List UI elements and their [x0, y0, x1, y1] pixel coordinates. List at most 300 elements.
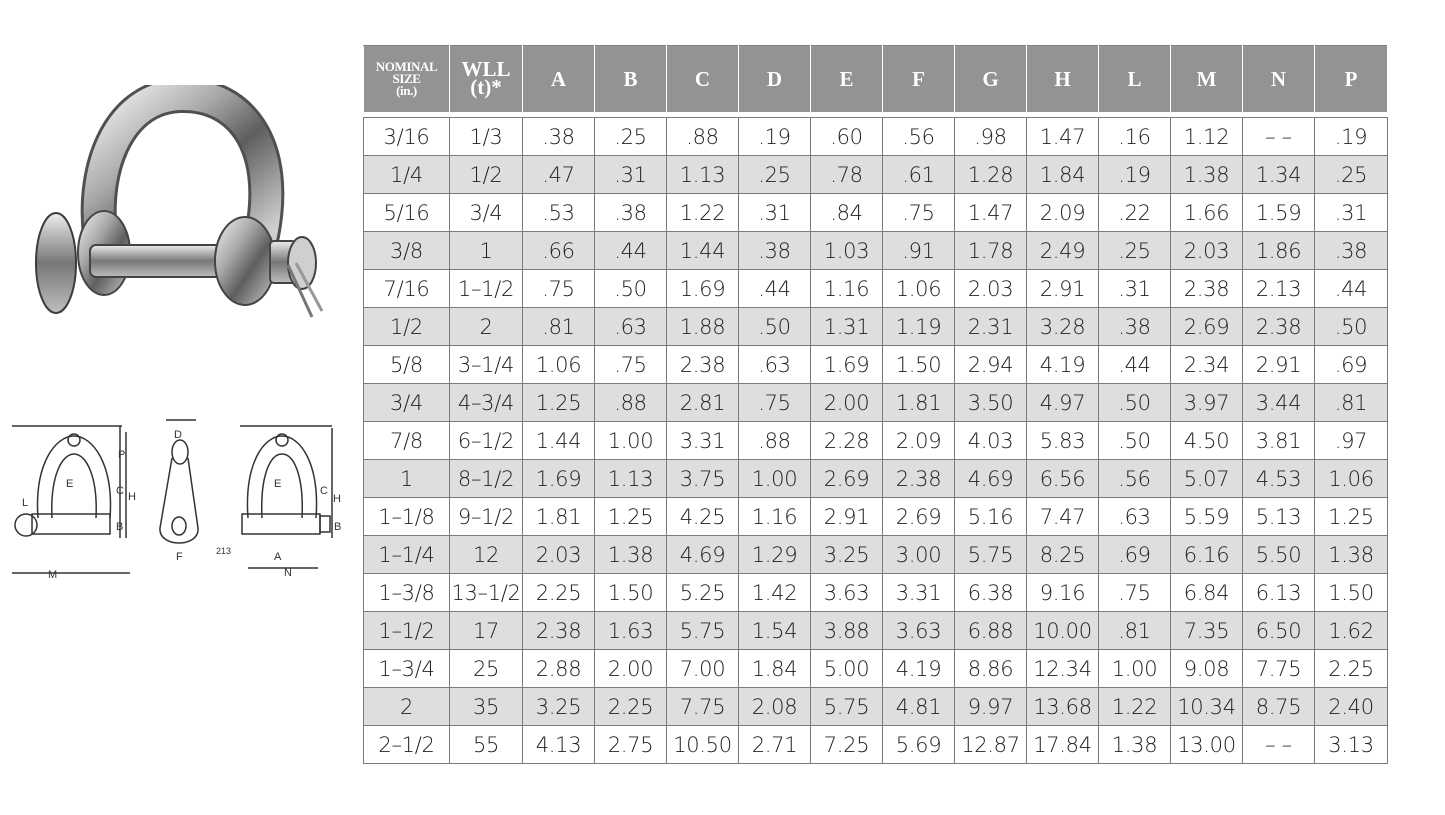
table-cell: 5.59 — [1171, 498, 1243, 536]
table-cell: 5.13 — [1243, 498, 1315, 536]
table-row — [364, 194, 1388, 232]
column-header-line: P — [1344, 66, 1358, 91]
table-cell: 3.13 — [1315, 726, 1388, 764]
table-cell: 6.13 — [1243, 574, 1315, 612]
table-cell: 35 — [450, 688, 523, 726]
dim-label-a: A — [274, 551, 282, 563]
dim-label-c: C — [116, 485, 124, 497]
table-cell: 4.50 — [1171, 422, 1243, 460]
column-header — [667, 46, 739, 113]
table-cell: 3.63 — [811, 574, 883, 612]
dim-label-c-anchor: C — [320, 485, 328, 497]
table-cell: 9.08 — [1171, 650, 1243, 688]
table-cell: 2.25 — [1315, 650, 1388, 688]
table-cell: 1.19 — [883, 308, 955, 346]
front-view-labels — [22, 449, 136, 581]
table-cell: .25 — [739, 156, 811, 194]
table-cell: 2.03 — [955, 270, 1027, 308]
table-cell: 1.16 — [739, 498, 811, 536]
table-cell: 7.47 — [1027, 498, 1099, 536]
table-cell: .44 — [1315, 270, 1388, 308]
table-cell: 1.81 — [523, 498, 595, 536]
table-cell: 1.47 — [1027, 118, 1099, 156]
table-cell: 13.00 — [1171, 726, 1243, 764]
table-cell: 1/2 — [364, 308, 450, 346]
column-header — [450, 46, 523, 113]
table-cell: 7.35 — [1171, 612, 1243, 650]
column-header-line: (in.) — [396, 82, 417, 98]
header-row — [364, 46, 1388, 113]
shackle-photo-icon — [30, 85, 330, 335]
table-cell: 1.31 — [811, 308, 883, 346]
table-cell: .38 — [1315, 232, 1388, 270]
table-cell: 3.50 — [955, 384, 1027, 422]
table-row — [364, 308, 1388, 346]
table-cell: 7.25 — [811, 726, 883, 764]
table-cell: 4.97 — [1027, 384, 1099, 422]
table-cell: 1.00 — [739, 460, 811, 498]
table-cell: .25 — [595, 118, 667, 156]
column-header-line: C — [694, 66, 711, 91]
table-cell: .56 — [883, 118, 955, 156]
table-cell: .81 — [1099, 612, 1171, 650]
table-cell: 6.50 — [1243, 612, 1315, 650]
table-cell: .53 — [523, 194, 595, 232]
table-cell: .88 — [667, 118, 739, 156]
table-cell: 13–1/2 — [450, 574, 523, 612]
table-cell: .81 — [1315, 384, 1388, 422]
table-cell: .25 — [1315, 156, 1388, 194]
table-cell: .81 — [523, 308, 595, 346]
table-cell: 4.81 — [883, 688, 955, 726]
table-cell: 1.25 — [1315, 498, 1388, 536]
table-cell: 4.69 — [955, 460, 1027, 498]
table-cell: .88 — [595, 384, 667, 422]
table-cell: .66 — [523, 232, 595, 270]
table-cell: 17 — [450, 612, 523, 650]
table-cell: .78 — [811, 156, 883, 194]
table-cell: 4.25 — [667, 498, 739, 536]
table-cell: 1.25 — [595, 498, 667, 536]
table-cell: 1.84 — [1027, 156, 1099, 194]
table-cell: 3.97 — [1171, 384, 1243, 422]
column-header-line: SIZE — [392, 71, 421, 87]
table-cell: – – — [1243, 118, 1315, 156]
table-cell: .44 — [1099, 346, 1171, 384]
table-cell: 7/16 — [364, 270, 450, 308]
table-row — [364, 460, 1388, 498]
table-cell: 1.38 — [595, 536, 667, 574]
table-cell: 1.44 — [667, 232, 739, 270]
table-cell: 13.68 — [1027, 688, 1099, 726]
table-cell: .44 — [595, 232, 667, 270]
table-cell: .75 — [1099, 574, 1171, 612]
dim-label-m: M — [48, 569, 58, 581]
table-cell: .63 — [1099, 498, 1171, 536]
table-row — [364, 612, 1388, 650]
table-cell: 1.66 — [1171, 194, 1243, 232]
table-cell: 1 — [364, 460, 450, 498]
table-cell: 3/8 — [364, 232, 450, 270]
table-cell: 6.38 — [955, 574, 1027, 612]
table-cell: 5.75 — [955, 536, 1027, 574]
dim-label-f: F — [176, 551, 183, 563]
table-cell: 2.08 — [739, 688, 811, 726]
table-cell: 1–1/8 — [364, 498, 450, 536]
table-cell: 3.81 — [1243, 422, 1315, 460]
table-cell: 1.84 — [739, 650, 811, 688]
table-cell: 1–3/8 — [364, 574, 450, 612]
table-cell: 9.97 — [955, 688, 1027, 726]
column-header-line: (t)* — [470, 75, 502, 99]
table-row — [364, 270, 1388, 308]
table-cell: 1.06 — [523, 346, 595, 384]
table-cell: .75 — [523, 270, 595, 308]
table-cell: 6.16 — [1171, 536, 1243, 574]
table-cell: .38 — [523, 118, 595, 156]
table-cell: 2.91 — [1027, 270, 1099, 308]
table-body — [364, 118, 1388, 764]
table-cell: 2.00 — [595, 650, 667, 688]
column-header-line: E — [839, 66, 854, 91]
table-cell: 1.29 — [739, 536, 811, 574]
table-cell: 2.69 — [883, 498, 955, 536]
table-cell: 1.03 — [811, 232, 883, 270]
table-cell: 4.69 — [667, 536, 739, 574]
table-cell: .50 — [595, 270, 667, 308]
column-header — [523, 46, 595, 113]
table-cell: 2–1/2 — [364, 726, 450, 764]
column-header-line: D — [766, 66, 783, 91]
table-cell: 1/2 — [450, 156, 523, 194]
table-row — [364, 688, 1388, 726]
table-cell: 5/16 — [364, 194, 450, 232]
table-cell: 1 — [450, 232, 523, 270]
table-cell: 2.03 — [523, 536, 595, 574]
table-cell: 2 — [364, 688, 450, 726]
dim-label-h: H — [128, 491, 136, 503]
table-cell: .91 — [883, 232, 955, 270]
column-header — [1171, 46, 1243, 113]
table-cell: 2.75 — [595, 726, 667, 764]
table-cell: .75 — [739, 384, 811, 422]
table-cell: 3.28 — [1027, 308, 1099, 346]
column-header — [739, 46, 811, 113]
table-cell: 1.38 — [1315, 536, 1388, 574]
column-header — [1099, 46, 1171, 113]
table-row — [364, 384, 1388, 422]
table-cell: 6–1/2 — [450, 422, 523, 460]
table-cell: 2.38 — [523, 612, 595, 650]
table-cell: .75 — [883, 194, 955, 232]
table-cell: .56 — [1099, 460, 1171, 498]
table-cell: 3/16 — [364, 118, 450, 156]
table-cell: 6.88 — [955, 612, 1027, 650]
table-row — [364, 498, 1388, 536]
table-cell: 3.75 — [667, 460, 739, 498]
table-cell: .22 — [1099, 194, 1171, 232]
table-cell: 2.03 — [1171, 232, 1243, 270]
table-cell: 1.69 — [523, 460, 595, 498]
column-header-line: B — [623, 66, 638, 91]
table-cell: 5.00 — [811, 650, 883, 688]
table-cell: 4–3/4 — [450, 384, 523, 422]
dimension-diagram — [8, 418, 348, 588]
table-row — [364, 156, 1388, 194]
table-cell: .19 — [1315, 118, 1388, 156]
table-cell: 9–1/2 — [450, 498, 523, 536]
column-header-line: M — [1196, 66, 1217, 91]
table-cell: .44 — [739, 270, 811, 308]
column-header-line: N — [1270, 66, 1287, 91]
table-cell: 1.81 — [883, 384, 955, 422]
table-cell: 2.94 — [955, 346, 1027, 384]
table-cell: 8.75 — [1243, 688, 1315, 726]
table-cell: 3.63 — [883, 612, 955, 650]
column-header — [364, 46, 450, 113]
table-cell: 1.06 — [1315, 460, 1388, 498]
table-cell: 25 — [450, 650, 523, 688]
column-header — [955, 46, 1027, 113]
dim-label-b-anchor: B — [334, 521, 342, 533]
table-cell: 4.03 — [955, 422, 1027, 460]
table-cell: 12 — [450, 536, 523, 574]
table-cell: .16 — [1099, 118, 1171, 156]
table-cell: 2.88 — [523, 650, 595, 688]
table-cell: .31 — [595, 156, 667, 194]
table-cell: .75 — [595, 346, 667, 384]
column-header — [883, 46, 955, 113]
dim-label-n: N — [284, 567, 292, 579]
table-cell: 1.50 — [595, 574, 667, 612]
table-cell: 1.47 — [955, 194, 1027, 232]
table-cell: 3.00 — [883, 536, 955, 574]
table-cell: 2.91 — [811, 498, 883, 536]
table-cell: .98 — [955, 118, 1027, 156]
table-cell: .31 — [1315, 194, 1388, 232]
table-cell: 1.59 — [1243, 194, 1315, 232]
table-cell: .61 — [883, 156, 955, 194]
table-row — [364, 726, 1388, 764]
table-cell: 1.38 — [1099, 726, 1171, 764]
table-cell: 1.69 — [667, 270, 739, 308]
dim-label-b: B — [116, 521, 124, 533]
dim-label-d: D — [174, 429, 182, 441]
table-cell: 1.34 — [1243, 156, 1315, 194]
table-cell: 8–1/2 — [450, 460, 523, 498]
table-cell: 2.38 — [1171, 270, 1243, 308]
table-cell: 3.25 — [523, 688, 595, 726]
column-header — [595, 46, 667, 113]
table-cell: 2.25 — [523, 574, 595, 612]
table-row — [364, 232, 1388, 270]
table-cell: 4.19 — [883, 650, 955, 688]
table-cell: 5.07 — [1171, 460, 1243, 498]
anchor-view-labels — [216, 478, 341, 579]
column-header — [1027, 46, 1099, 113]
table-cell: .38 — [595, 194, 667, 232]
column-header-line: WLL — [461, 57, 511, 82]
table-cell: 2.38 — [667, 346, 739, 384]
table-cell: 3/4 — [450, 194, 523, 232]
table-cell: 17.84 — [1027, 726, 1099, 764]
table-row — [364, 422, 1388, 460]
table-cell: 1.86 — [1243, 232, 1315, 270]
table-cell: .84 — [811, 194, 883, 232]
table-cell: 1.28 — [955, 156, 1027, 194]
table-cell: 1.12 — [1171, 118, 1243, 156]
table-cell: 8.86 — [955, 650, 1027, 688]
table-cell: 2.34 — [1171, 346, 1243, 384]
column-header-line: G — [982, 66, 999, 91]
column-header-line: L — [1127, 66, 1142, 91]
table-cell: 5/8 — [364, 346, 450, 384]
dim-label-e: E — [66, 478, 74, 490]
table-cell: 1.13 — [667, 156, 739, 194]
table-cell: .47 — [523, 156, 595, 194]
table-cell: .50 — [1099, 422, 1171, 460]
table-cell: 1.22 — [1099, 688, 1171, 726]
table-cell: 1.22 — [667, 194, 739, 232]
table-cell: 1/4 — [364, 156, 450, 194]
table-cell: 1.69 — [811, 346, 883, 384]
part-number-label: 213 — [216, 546, 232, 556]
table-cell: 6.84 — [1171, 574, 1243, 612]
table-cell: 2.00 — [811, 384, 883, 422]
table-cell: 1.25 — [523, 384, 595, 422]
front-view — [12, 426, 130, 573]
table-cell: .38 — [1099, 308, 1171, 346]
table-cell: 1–3/4 — [364, 650, 450, 688]
table-cell: 1.62 — [1315, 612, 1388, 650]
table-cell: .50 — [1315, 308, 1388, 346]
table-cell: 5.25 — [667, 574, 739, 612]
table-cell: 55 — [450, 726, 523, 764]
table-cell: 2.38 — [883, 460, 955, 498]
table-cell: 12.34 — [1027, 650, 1099, 688]
column-header — [811, 46, 883, 113]
table-cell: 3.88 — [811, 612, 883, 650]
table-cell: 2.13 — [1243, 270, 1315, 308]
table-cell: 1–1/4 — [364, 536, 450, 574]
table-cell: 1.88 — [667, 308, 739, 346]
table-cell: .69 — [1315, 346, 1388, 384]
table-cell: 2.25 — [595, 688, 667, 726]
table-cell: 5.50 — [1243, 536, 1315, 574]
table-cell: 1–1/2 — [450, 270, 523, 308]
shackle-spec-table — [363, 45, 1388, 764]
anchor-view — [240, 426, 332, 568]
table-cell: 3/4 — [364, 384, 450, 422]
dim-label-p: P — [118, 449, 126, 461]
table-cell: 1.44 — [523, 422, 595, 460]
table-row — [364, 650, 1388, 688]
table-cell: 7.75 — [667, 688, 739, 726]
dim-label-l: L — [22, 497, 29, 509]
column-header-line: H — [1054, 66, 1071, 91]
table-cell: 10.50 — [667, 726, 739, 764]
column-header-line: F — [912, 66, 925, 91]
table-cell: .88 — [739, 422, 811, 460]
table-cell: 1.38 — [1171, 156, 1243, 194]
table-cell: 6.56 — [1027, 460, 1099, 498]
table-row — [364, 346, 1388, 384]
table-cell: 2.09 — [1027, 194, 1099, 232]
table-cell: 7.75 — [1243, 650, 1315, 688]
column-header-line: A — [550, 66, 567, 91]
table-cell: .25 — [1099, 232, 1171, 270]
table-cell: 4.13 — [523, 726, 595, 764]
table-cell: 3.31 — [883, 574, 955, 612]
table-cell: .31 — [739, 194, 811, 232]
table-cell: – – — [1243, 726, 1315, 764]
table-cell: 2.91 — [1243, 346, 1315, 384]
table-cell: 2.69 — [811, 460, 883, 498]
dim-label-e-anchor: E — [274, 478, 282, 490]
table-cell: .19 — [739, 118, 811, 156]
table-row — [364, 118, 1388, 156]
table-cell: 4.19 — [1027, 346, 1099, 384]
table-cell: 1.00 — [1099, 650, 1171, 688]
column-header — [1315, 46, 1388, 113]
table-cell: 2.31 — [955, 308, 1027, 346]
table-cell: 1.13 — [595, 460, 667, 498]
table-cell: 1.00 — [595, 422, 667, 460]
table-cell: 2.40 — [1315, 688, 1388, 726]
table-cell: .60 — [811, 118, 883, 156]
table-cell: 3–1/4 — [450, 346, 523, 384]
table-cell: .97 — [1315, 422, 1388, 460]
table-cell: 2.38 — [1243, 308, 1315, 346]
column-header-line: NOMINAL — [375, 59, 438, 75]
table-cell: 12.87 — [955, 726, 1027, 764]
table-cell: 1.63 — [595, 612, 667, 650]
table-cell: 10.34 — [1171, 688, 1243, 726]
table-cell: 1/3 — [450, 118, 523, 156]
table-cell: 5.16 — [955, 498, 1027, 536]
table-row — [364, 574, 1388, 612]
table-cell: 1.54 — [739, 612, 811, 650]
column-header — [1243, 46, 1315, 113]
table-cell: .69 — [1099, 536, 1171, 574]
table-cell: 3.31 — [667, 422, 739, 460]
table-cell: 1.50 — [883, 346, 955, 384]
table-cell: 3.25 — [811, 536, 883, 574]
table-cell: 4.53 — [1243, 460, 1315, 498]
table-cell: 2 — [450, 308, 523, 346]
table-cell: .50 — [1099, 384, 1171, 422]
table-cell: 3.44 — [1243, 384, 1315, 422]
table-cell: 2.71 — [739, 726, 811, 764]
table-cell: .63 — [739, 346, 811, 384]
table-row — [364, 536, 1388, 574]
dim-label-h-anchor: H — [333, 493, 341, 505]
table-cell: 8.25 — [1027, 536, 1099, 574]
table-cell: 9.16 — [1027, 574, 1099, 612]
table-cell: 1.50 — [1315, 574, 1388, 612]
table-cell: .19 — [1099, 156, 1171, 194]
table-cell: 5.69 — [883, 726, 955, 764]
table-cell: 5.83 — [1027, 422, 1099, 460]
table-cell: 1–1/2 — [364, 612, 450, 650]
table-cell: 1.06 — [883, 270, 955, 308]
table-cell: .38 — [739, 232, 811, 270]
table-cell: 2.28 — [811, 422, 883, 460]
table-cell: 7.00 — [667, 650, 739, 688]
table-cell: 7/8 — [364, 422, 450, 460]
table-cell: 10.00 — [1027, 612, 1099, 650]
table-cell: .31 — [1099, 270, 1171, 308]
